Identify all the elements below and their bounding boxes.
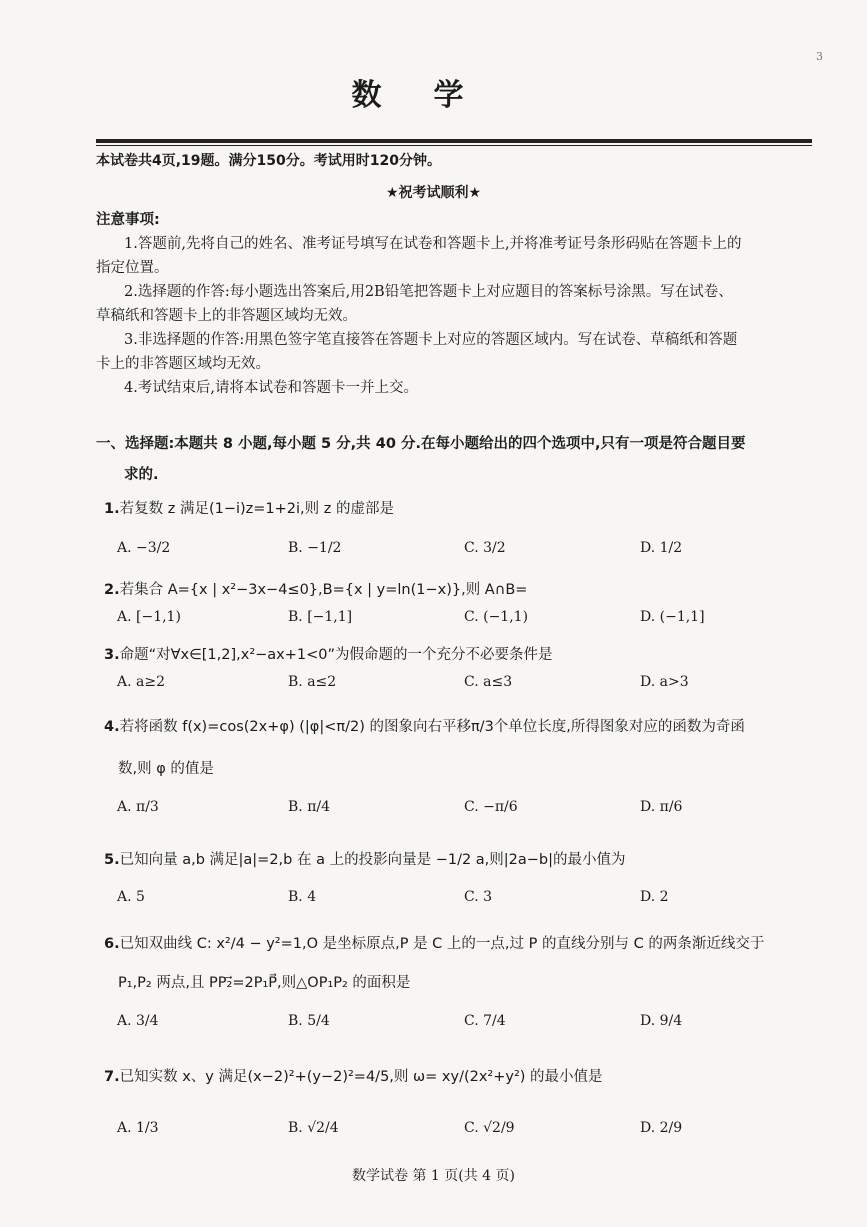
corner-mark: 3 bbox=[816, 50, 823, 63]
question-text: 命题“对∀x∈[1,2],x²−ax+1<0”为假命题的一个充分不必要条件是 bbox=[119, 647, 553, 663]
question-4-cont: 数,则 φ 的值是 bbox=[118, 761, 214, 777]
question-text: 若将函数 f(x)=cos(2x+φ) (|φ|<π/2) 的图象向右平移π/3个单位长度,所得图象对应的函数为奇函 bbox=[119, 719, 745, 735]
section-heading: 一、选择题:本题共 8 小题,每小题 5 分,共 40 分.在每小题给出的四个选项中,只有一项是符合题目要 bbox=[96, 436, 746, 452]
option-b: B. [−1,1] bbox=[288, 609, 353, 625]
question-4 bbox=[104, 715, 745, 736]
option-a: A. 1/3 bbox=[117, 1120, 159, 1136]
option-b: B. −1/2 bbox=[288, 540, 342, 556]
option-d: D. π/6 bbox=[640, 799, 683, 815]
section-heading-cont: 求的. bbox=[124, 467, 159, 483]
question-text: 已知双曲线 C: x²/4 − y²=1,O 是坐标原点,P 是 C 上的一点,过 P 的直线分别与 C 的两条渐近线交于 bbox=[119, 936, 765, 952]
question-number: 6. bbox=[104, 936, 120, 952]
option-a: A. 5 bbox=[117, 889, 145, 905]
option-c: C. a≤3 bbox=[464, 674, 513, 690]
notes-line: 3.非选择题的作答:用黑色签字笔直接答在答题卡上对应的答题区域内。写在试卷、草稿纸和答题 bbox=[124, 332, 738, 348]
notes-line: 卡上的非答题区域均无效。 bbox=[96, 356, 270, 372]
notes-line: 4.考试结束后,请将本试卷和答题卡一并上交。 bbox=[124, 380, 418, 396]
question-text: 若集合 A={x | x²−3x−4≤0},B={x | y=ln(1−x)},则 A∩B= bbox=[119, 582, 528, 598]
question-number: 3. bbox=[104, 647, 120, 663]
option-d: D. 1/2 bbox=[640, 540, 683, 556]
question-text: 已知向量 a,b 满足|a|=2,b 在 a 上的投影向量是 −1/2 a,则|2a−b|的最小值为 bbox=[119, 852, 626, 868]
page-title: 数学 bbox=[351, 78, 516, 113]
question-number: 4. bbox=[104, 719, 120, 735]
option-a: A. π/3 bbox=[117, 799, 159, 815]
question-2 bbox=[104, 578, 527, 599]
option-b: B. √2/4 bbox=[288, 1120, 339, 1136]
option-c: C. (−1,1) bbox=[464, 609, 529, 625]
option-c: C. 3 bbox=[464, 889, 493, 905]
option-a: A. [−1,1) bbox=[117, 609, 181, 625]
wish-line: ★祝考试顺利★ bbox=[385, 185, 482, 201]
option-c: C. 7/4 bbox=[464, 1013, 506, 1029]
option-d: D. 2/9 bbox=[640, 1120, 683, 1136]
notes-line: 2.选择题的作答:每小题选出答案后,用2B铅笔把答题卡上对应题目的答案标号涂黑。写在试卷、 bbox=[124, 284, 733, 300]
exam-info: 本试卷共4页,19题。满分150分。考试用时120分钟。 bbox=[96, 153, 441, 169]
question-1 bbox=[104, 497, 394, 518]
option-b: B. a≤2 bbox=[288, 674, 337, 690]
question-6 bbox=[104, 932, 764, 953]
option-b: B. 5/4 bbox=[288, 1013, 330, 1029]
option-b: B. 4 bbox=[288, 889, 317, 905]
option-a: A. a≥2 bbox=[117, 674, 165, 690]
option-d: D. (−1,1] bbox=[640, 609, 705, 625]
option-d: D. 9/4 bbox=[640, 1013, 683, 1029]
notes-line: 草稿纸和答题卡上的非答题区域均无效。 bbox=[96, 308, 357, 324]
page-footer: 数学试卷 第 1 页(共 4 页) bbox=[352, 1168, 515, 1184]
option-c: C. √2/9 bbox=[464, 1120, 515, 1136]
question-text: 若复数 z 满足(1−i)z=1+2i,则 z 的虚部是 bbox=[119, 501, 394, 517]
option-d: D. a>3 bbox=[640, 674, 689, 690]
question-6-cont: P₁,P₂ 两点,且 PP₂⃗=2P₁P⃗,则△OP₁P₂ 的面积是 bbox=[118, 975, 411, 991]
option-a: A. −3/2 bbox=[117, 540, 171, 556]
question-text: 已知实数 x、y 满足(x−2)²+(y−2)²=4/5,则 ω= xy/(2x²+y²) 的最小值是 bbox=[119, 1069, 603, 1085]
option-b: B. π/4 bbox=[288, 799, 331, 815]
option-d: D. 2 bbox=[640, 889, 669, 905]
notes-heading: 注意事项: bbox=[96, 212, 160, 228]
question-number: 5. bbox=[104, 852, 120, 868]
question-number: 1. bbox=[104, 501, 120, 517]
question-5 bbox=[104, 848, 626, 869]
option-a: A. 3/4 bbox=[117, 1013, 159, 1029]
option-c: C. −π/6 bbox=[464, 799, 518, 815]
notes-line: 指定位置。 bbox=[96, 260, 169, 276]
question-7 bbox=[104, 1065, 603, 1086]
question-number: 7. bbox=[104, 1069, 120, 1085]
question-number: 2. bbox=[104, 582, 120, 598]
question-3 bbox=[104, 643, 553, 664]
title-rule-thick bbox=[96, 139, 812, 143]
option-c: C. 3/2 bbox=[464, 540, 506, 556]
notes-line: 1.答题前,先将自己的姓名、准考证号填写在试卷和答题卡上,并将准考证号条形码贴在答题卡上的 bbox=[124, 236, 742, 252]
title-rule-thin bbox=[96, 145, 812, 146]
